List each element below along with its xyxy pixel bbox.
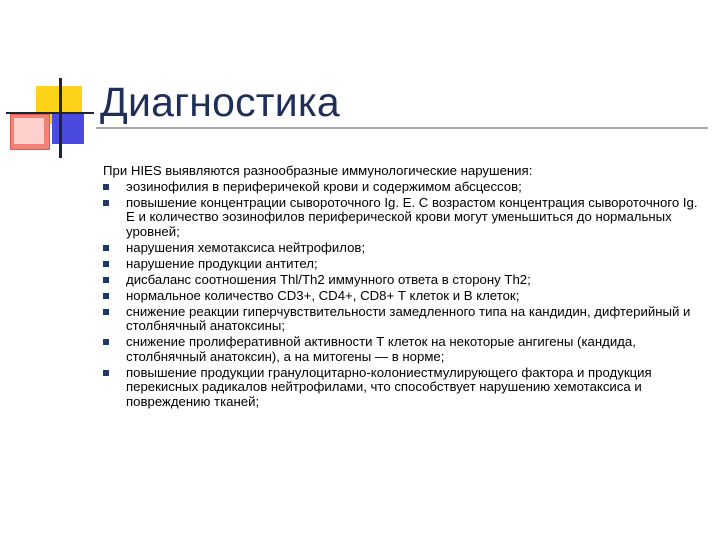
square-bullet-icon: [103, 370, 109, 376]
bullet-item: [103, 257, 703, 272]
bullet-item: [103, 273, 703, 288]
bullet-text: повышение концентрации сывороточного Ig. E. С возрастом концентрация сывороточного Ig. E и количество эозинофилов периферической крови могут уменьшиться до нормальных уровней;: [126, 194, 698, 239]
intro-text: При HIES выявляются разнообразные иммунологические нарушения:: [103, 163, 533, 178]
logo-vertical-line: [59, 78, 62, 158]
bullet-item: [103, 180, 703, 195]
square-bullet-icon: [103, 309, 109, 315]
bullet-text: повышение продукции гранулоцитарно-колониестмулирующего фактора и продукция перекисных радикалов нейтрофилами, что способствует нарушению хемотаксиса и повреждению тканей;: [126, 364, 652, 410]
bullet-item: [103, 289, 703, 304]
square-bullet-icon: [103, 261, 109, 267]
bullet-text: дисбаланс соотношения Thl/Th2 иммунного ответа в сторону Th2;: [126, 271, 531, 287]
logo-red-highlight: [14, 118, 44, 144]
square-bullet-icon: [103, 184, 109, 190]
square-bullet-icon: [103, 245, 109, 251]
square-bullet-icon: [103, 200, 109, 206]
square-bullet-icon: [103, 339, 109, 345]
bullet-item: [103, 335, 703, 364]
bullet-item: [103, 241, 703, 256]
bullet-list: [103, 180, 703, 410]
slide-title: Диагностика: [100, 79, 340, 125]
title-underline: [96, 127, 708, 129]
logo-horizontal-line: [6, 112, 94, 114]
logo-blue-square: [52, 114, 84, 144]
bullet-item: [103, 196, 703, 240]
bullet-text: снижение реакции гиперчувствительности замедленного типа на кандидин, дифтерийный и столбнячный анатоксины;: [126, 303, 691, 334]
slide-content: [103, 164, 703, 411]
bullet-text: нормальное количество CD3+, CD4+, CD8+ Т клеток и В клеток;: [126, 287, 520, 303]
bullet-text: эозинофилия в периферичекой крови и содержимом абсцессов;: [126, 178, 522, 194]
bullet-item: [103, 305, 703, 334]
bullet-text: нарушение продукции антител;: [126, 255, 318, 271]
bullet-text: снижение пролиферативной активности Т клеток на некоторые ангигены (кандида, столбнячный анатоксин), а на митогены — в норме;: [126, 334, 636, 364]
square-bullet-icon: [103, 277, 109, 283]
bullet-item: [103, 366, 703, 410]
bullet-text: нарушения хемотаксиса нейтрофилов;: [126, 239, 366, 255]
square-bullet-icon: [103, 293, 109, 299]
